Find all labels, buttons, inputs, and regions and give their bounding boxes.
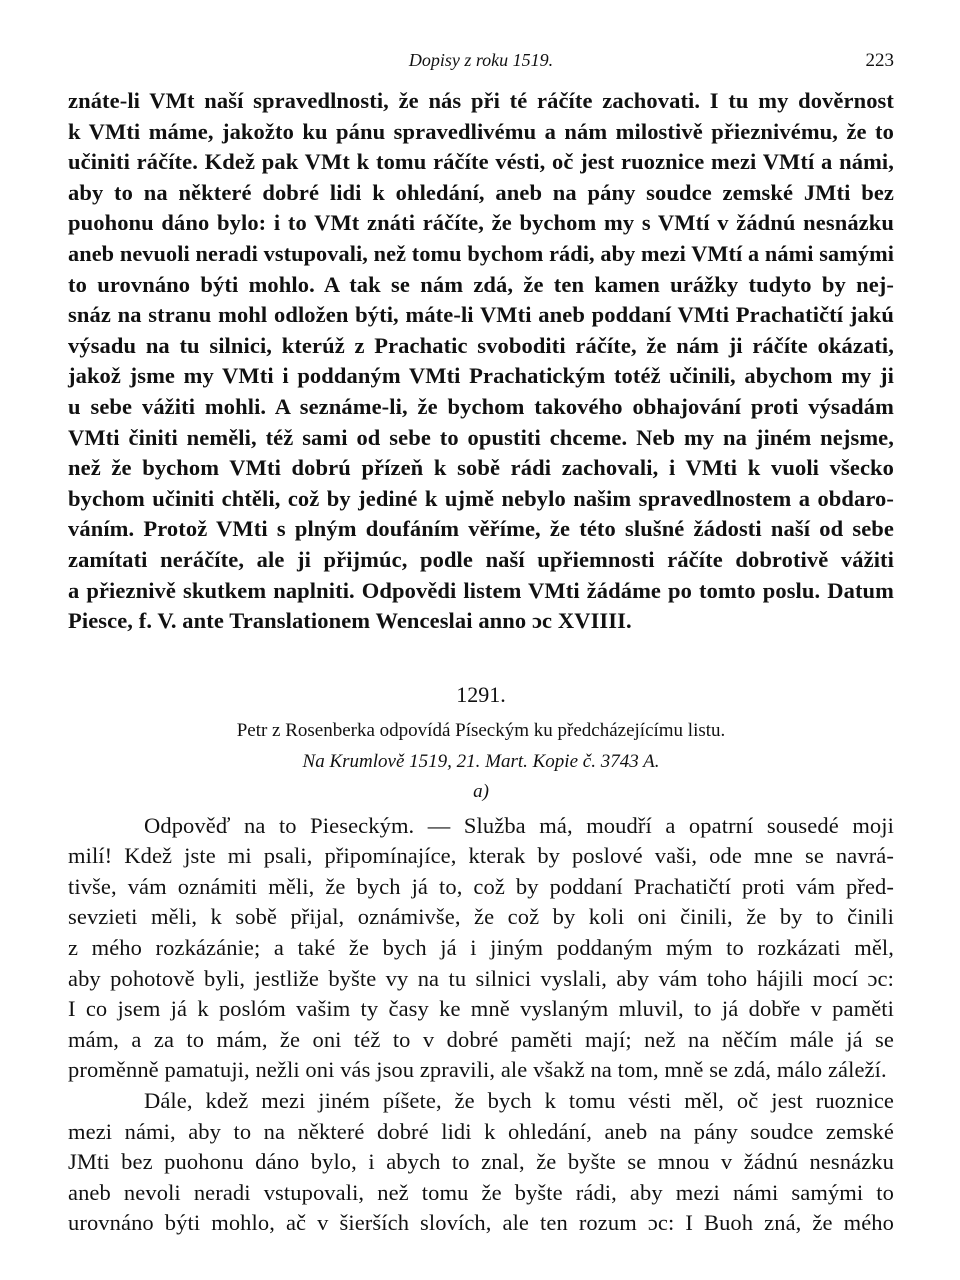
- text-line: puohonu dáno bylo: i to VMt znáti ráčíte, že bychom my s VMtí v žádnú nesnázku: [68, 210, 894, 236]
- page-number: 223: [865, 50, 894, 71]
- subsection-label: a): [473, 780, 489, 802]
- text-line: tivše, vám oznámiti měli, že bych já to, což by poddaní Prachatičtí proti vám před-: [68, 873, 894, 899]
- text-line: bychom učiniti chtěli, což by jediné k ujmě nebylo našim spravedlnostem a obdaro-: [68, 485, 894, 511]
- text-line: to urovnáno býti mohlo. A tak se nám zdá, že ten kamen urážky tudyto by nej-: [68, 271, 894, 297]
- text-line: Odpověď na to Pieseckým. — Služba má, moudří a opatrní sousedé moji: [144, 812, 894, 838]
- text-line: z mého rozkázánie; a také že bych já i jiným poddaným mým to rozkázati měl,: [68, 935, 894, 961]
- text-line: snáz na stranu mohl odložen býti, máte-li VMti aneb poddaní VMti Prachatičtí jakú: [68, 302, 894, 328]
- text-line: u sebe vážiti mohli. A seznáme-li, že bychom takového obhajování proti výsadám: [68, 393, 894, 419]
- text-line: proměnně pamatuji, nežli oni vás jsou zpravili, ale všakž na tom, mně se zdá, málo záleží.: [68, 1057, 887, 1083]
- document-number: 1291.: [456, 681, 506, 707]
- running-title: Dopisy z roku 1519.: [408, 50, 554, 70]
- text-line: znáte-li VMt naší spravedlnosti, že nás při té ráčíte zachovati. I tu my dověrnost: [68, 88, 894, 113]
- text-line: Piesce, f. V. ante Translationem Wenceslai anno ɔc XVIIII.: [68, 608, 632, 634]
- paragraph-continuation: [68, 1086, 894, 1239]
- text-line: váním. Protož VMti s plným doufáním věříme, že této slušné žádosti naší od sebe: [68, 516, 894, 542]
- text-line: mám, a za to mám, že oni též to v dobré paměti mají; než na něčím mále já se: [68, 1026, 894, 1052]
- text-line: výsadu na tu silnici, kterúž z Prachatic svoboditi ráčíte, že nám ji ráčíte okázati,: [68, 332, 894, 358]
- text-line: učiniti ráčíte. Kdež pak VMt k tomu ráčíte vésti, oč jest ruoznice mezi VMtí a námi,: [68, 149, 894, 175]
- text-line: aby to na některé dobré lidi k ohledání, aneb na pány soudce zemské JMti bez: [68, 179, 894, 205]
- text-line: mezi námi, aby to na některé dobré lidi k ohledání, aneb na pány soudce zemské: [68, 1118, 894, 1144]
- text-line: Dále, kdež mezi jiném píšete, že bych k tomu vésti měl, oč jest ruoznice: [144, 1088, 894, 1114]
- text-line: aneb nevoli neradi vstupovali, než tomu že byšte rádi, aby mezi námi samými to: [68, 1179, 894, 1205]
- text-line: milí! Kdež jste mi psali, připomínajíce, kterak by poslové vaši, ode mne se navrá-: [68, 843, 894, 869]
- text-line: JMti bez puohonu dáno bylo, i abych to znal, že byšte se mnou v žádnú nesnázku: [68, 1149, 894, 1175]
- text-line: VMti činiti neměli, též sami od sebe to opustiti chceme. Neb my na jiném nejsme,: [68, 424, 894, 450]
- document-source: Na Krumlově 1519, 21. Mart. Kopie č. 3743 A.: [302, 750, 660, 772]
- text-line: sevzieti měli, k sobě přijal, oznámivše, že což by koli oni činili, že by to činili: [68, 904, 894, 930]
- text-line: aby pohotově byli, jestliže byšte vy na tu silnici vyslali, aby vám toho hájili mocí ɔc:: [68, 965, 894, 991]
- text-line: než že bychom VMti dobrú přízeň k sobě rádi zachovali, i VMti k vuoli všecko: [68, 455, 894, 481]
- text-line: I co jsem já k poslóm vašim ty časy ke mně vyslaným mluvil, to já dobře v paměti: [68, 996, 894, 1022]
- document-summary: Petr z Rosenberka odpovídá Píseckým ku předcházejícímu listu.: [236, 719, 726, 741]
- paragraph-reply: [68, 811, 894, 1086]
- text-line: zamítati neráčíte, ale ji přijmúc, podle naší upřiemnosti ráčíte dobrotivě vážiti: [68, 546, 894, 572]
- text-line: aneb nevuoli neradi vstupovali, než tomu bychom rádi, aby mezi VMtí a námi samými: [68, 240, 894, 266]
- document-page: [68, 48, 894, 1239]
- text-line: a přieznivě skutkem naplniti. Odpovědi listem VMti žádáme po tomto poslu. Datum: [68, 577, 894, 603]
- paragraph-continued-letter: [68, 86, 894, 637]
- text-line: urovnáno býti mohlo, ač v šierších slovích, ale ten rozum ɔc: I Buoh zná, že mého: [68, 1210, 894, 1236]
- text-line: jakož jsme my VMti i poddaným VMti Prachatickým totéž učinili, abychom my ji: [68, 363, 894, 389]
- text-line: k VMti máme, jakožto ku pánu spravedlivému a nám milostivě přieznivému, že to: [68, 118, 894, 144]
- running-head: [68, 48, 894, 80]
